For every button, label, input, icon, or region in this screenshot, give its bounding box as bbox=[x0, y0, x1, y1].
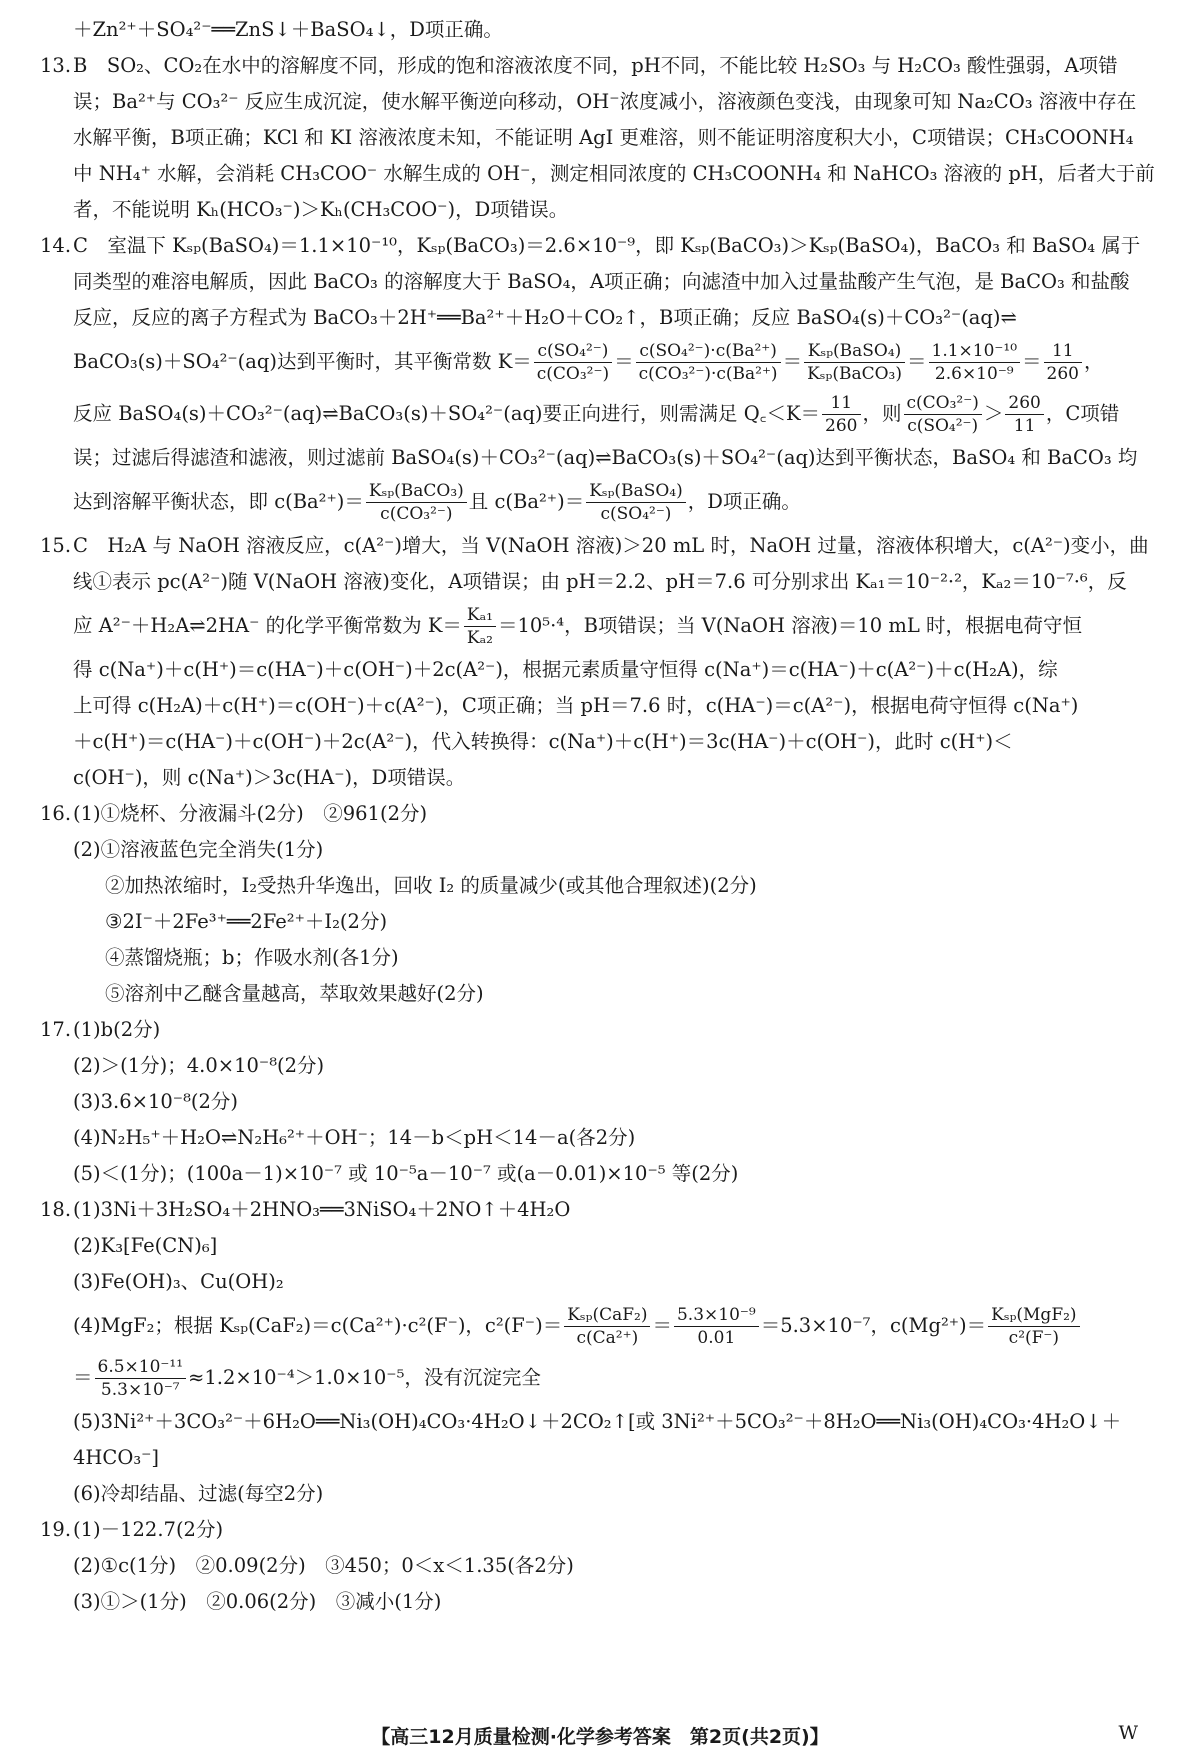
question-number: 19. bbox=[40, 1518, 72, 1541]
answer-13 bbox=[40, 48, 1160, 228]
ksp-result-line bbox=[40, 1352, 1160, 1404]
ksp-calculation-line: (4)MgF₂；根据 Kₛₚ(CaF₂)＝c(Ca²⁺)·c²(F⁻)，c²(F⁻)＝ $\frac{\text{Kₛₚ(CaF₂)}}{\text{c(Ca²⁺)}}$ ＝ $\frac{\text{5.3×10⁻⁹}}{0.01}$ ＝5.3×10⁻⁷，c(Mg²⁺)＝ $\frac{\text{Kₛₚ(MgF₂)}}{\text{c²(F⁻)}}$ bbox=[40, 1300, 1160, 1352]
text-line: 者，不能说明 Kₕ(HCO₃⁻)＞Kₕ(CH₃COO⁻)，D项错误。 bbox=[73, 198, 569, 221]
text-line: (3)3.6×10⁻⁸(2分) bbox=[73, 1090, 239, 1113]
question-number: 13. bbox=[40, 54, 72, 77]
text-line: (1)3Ni＋3H₂SO₄＋2HNO₃══3NiSO₄＋2NO↑＋4H₂O bbox=[73, 1198, 571, 1221]
fraction bbox=[988, 1304, 1079, 1349]
text-span: ，D项正确。 bbox=[687, 490, 801, 513]
question-number: 18. bbox=[40, 1198, 72, 1221]
text-span: 应 A²⁻＋H₂A⇌2HA⁻ 的化学平衡常数为 K＝ bbox=[73, 614, 462, 637]
text-line: 误；Ba²⁺与 CO₃²⁻ 反应生成沉淀，使水解平衡逆向移动，OH⁻浓度减小，溶液颜色变浅，由现象可知 Na₂CO₃ 溶液中存在 bbox=[73, 90, 1137, 113]
fraction bbox=[822, 392, 860, 437]
text-line: ④蒸馏烧瓶；b；作吸水剂(各1分) bbox=[105, 946, 399, 969]
denominator: Kₛₚ(BaCO₃) bbox=[807, 364, 902, 384]
fraction bbox=[464, 604, 496, 649]
text-line: 反应，反应的离子方程式为 BaCO₃＋2H⁺══Ba²⁺＋H₂O＋CO₂↑，B项正确；反应 BaSO₄(s)＋CO₃²⁻(aq)⇌ bbox=[73, 306, 1017, 329]
text-line: 水解平衡，B项正确；KCl 和 KI 溶液浓度未知，不能证明 AgI 更难溶，则不能证明溶度积大小，C项错误；CH₃COONH₄ bbox=[73, 126, 1134, 149]
text-span: 达到溶解平衡状态，即 c(Ba²⁺)＝ bbox=[73, 490, 364, 513]
numerator: c(SO₄²⁻) bbox=[534, 340, 612, 363]
numerator: 11 bbox=[1044, 340, 1082, 363]
denominator: 2.6×10⁻⁹ bbox=[934, 364, 1014, 384]
text-span: ≈1.2×10⁻⁴＞1.0×10⁻⁵，没有沉淀完全 bbox=[188, 1366, 541, 1389]
denominator: c(CO₃²⁻) bbox=[380, 504, 453, 524]
text-line: (2)①溶液蓝色完全消失(1分) bbox=[73, 838, 324, 861]
text-span: ＝ bbox=[73, 1366, 93, 1389]
fraction bbox=[904, 392, 982, 437]
text-span: ，C项错 bbox=[1045, 402, 1120, 425]
fraction bbox=[564, 1304, 650, 1349]
text-span: ，则 bbox=[862, 402, 902, 425]
numerator: c(CO₃²⁻) bbox=[904, 392, 982, 415]
fraction bbox=[674, 1304, 759, 1349]
text-line: (4)N₂H₅⁺＋H₂O⇌N₂H₆²⁺＋OH⁻；14－b＜pH＜14－a(各2分) bbox=[73, 1126, 636, 1149]
text-line: 同类型的难溶电解质，因此 BaCO₃ 的溶解度大于 BaSO₄，A项正确；向滤渣中加入过量盐酸产生气泡，是 BaCO₃ 和盐酸 bbox=[73, 270, 1130, 293]
denominator: c²(F⁻) bbox=[1008, 1328, 1060, 1348]
denominator: 5.3×10⁻⁷ bbox=[100, 1380, 180, 1400]
denominator: c(SO₄²⁻) bbox=[907, 416, 979, 436]
text-line: (5)＜(1分)；(100a－1)×10⁻⁷ 或 10⁻⁵a－10⁻⁷ 或(a－0.01)×10⁻⁵ 等(2分) bbox=[73, 1162, 739, 1185]
text-line: (2)＞(1分)；4.0×10⁻⁸(2分) bbox=[73, 1054, 325, 1077]
numerator: 6.5×10⁻¹¹ bbox=[95, 1356, 187, 1379]
denominator: c(CO₃²⁻) bbox=[536, 364, 610, 384]
page-footer: 【高三12月质量检测·化学参考答案 第2页(共2页)】 bbox=[371, 1726, 829, 1748]
text-line: ②加热浓缩时，I₂受热升华逸出，回收 I₂ 的质量减少(或其他合理叙述)(2分) bbox=[105, 874, 757, 897]
carryover-line: ＋Zn²⁺＋SO₄²⁻══ZnS↓＋BaSO₄↓，D项正确。 bbox=[73, 18, 503, 41]
text-line: 得 c(Na⁺)＋c(H⁺)＝c(HA⁻)＋c(OH⁻)＋2c(A²⁻)，根据元素质量守恒得 c(Na⁺)＝c(HA⁻)＋c(A²⁻)＋c(H₂A)，综 bbox=[73, 658, 1058, 681]
fraction bbox=[1044, 340, 1082, 385]
text-line: (5)3Ni²⁺＋3CO₃²⁻＋6H₂O══Ni₃(OH)₄CO₃·4H₂O↓＋2CO₂↑[或 3Ni²⁺＋5CO₃²⁻＋8H₂O══Ni₃(OH)₄CO₃·4H₂O↓＋ bbox=[73, 1410, 1122, 1433]
text-line: (2)①c(1分) ②0.09(2分) ③450；0＜x＜1.35(各2分) bbox=[73, 1554, 574, 1577]
numerator: Kₛₚ(CaF₂) bbox=[564, 1304, 650, 1327]
answer-17 bbox=[40, 1012, 1160, 1192]
text-line: (1)－122.7(2分) bbox=[73, 1518, 224, 1541]
denominator: c(Ca²⁺) bbox=[576, 1328, 639, 1348]
text-span: ＝10⁵·⁴，B项错误；当 V(NaOH 溶液)＝10 mL 时，根据电荷守恒 bbox=[497, 614, 1082, 637]
text-line: (1)b(2分) bbox=[73, 1018, 161, 1041]
text-line: C H₂A 与 NaOH 溶液反应，c(A²⁻)增大，当 V(NaOH 溶液)＞20 mL 时，NaOH 过量，溶液体积增大，c(A²⁻)变小，曲 bbox=[73, 534, 1149, 557]
numerator: Kₐ₁ bbox=[464, 604, 496, 627]
denominator: 0.01 bbox=[697, 1328, 736, 1348]
text-line: 4HCO₃⁻] bbox=[73, 1446, 160, 1469]
equilibrium-constant-line bbox=[40, 600, 1160, 652]
text-line: ⑤溶剂中乙醚含量越高，萃取效果越好(2分) bbox=[105, 982, 484, 1005]
fraction bbox=[534, 340, 612, 385]
numerator: Kₛₚ(MgF₂) bbox=[988, 1304, 1079, 1327]
text-line: c(OH⁻)，则 c(Na⁺)＞3c(HA⁻)，D项错误。 bbox=[73, 766, 466, 789]
text-line: ③2I⁻＋2Fe³⁺══2Fe²⁺＋I₂(2分) bbox=[105, 910, 388, 933]
numerator: 11 bbox=[822, 392, 860, 415]
numerator: 1.1×10⁻¹⁰ bbox=[929, 340, 1021, 363]
text-line: 误；过滤后得滤渣和滤液，则过滤前 BaSO₄(s)＋CO₃²⁻(aq)⇌BaCO₃(s)＋SO₄²⁻(aq)达到平衡状态，BaSO₄ 和 BaCO₃ 均 bbox=[73, 446, 1138, 469]
reaction-quotient-line: 反应 BaSO₄(s)＋CO₃²⁻(aq)⇌BaCO₃(s)＋SO₄²⁻(aq)要正向进行，则需满足 Q꜀＜K＝ $\frac{11}{260}$ ，则 $\frac{\text{c(CO₃²⁻)}}{\text{c(SO₄²⁻)}}$ ＞ $\frac{260}{11}$ ，C项错 bbox=[73, 393, 1120, 436]
question-number: 16. bbox=[40, 802, 72, 825]
numerator: c(SO₄²⁻)·c(Ba²⁺) bbox=[636, 340, 781, 363]
text-line: (2)K₃[Fe(CN)₆] bbox=[73, 1234, 218, 1257]
denominator: c(SO₄²⁻) bbox=[600, 504, 672, 524]
denominator: 260 bbox=[825, 416, 858, 436]
numerator: 5.3×10⁻⁹ bbox=[674, 1304, 759, 1327]
answer-18 bbox=[40, 1192, 1160, 1512]
fraction bbox=[586, 480, 686, 525]
equilibrium-constant-line: BaCO₃(s)＋SO₄²⁻(aq)达到平衡时，其平衡常数 K＝ $\frac{\text{c(SO₄²⁻)}}{\text{c(CO₃²⁻)}}$ ＝ $\frac{\text{c(SO₄²⁻)·c(Ba²⁺)}}{\text{c(CO₃²⁻)·c(Ba²⁺)}}$ ＝ $\frac{\text{Kₛₚ(BaSO₄)}}{\text{Kₛₚ(BaCO₃)}}$ ＝ $\frac{\text{1.1×10⁻¹⁰}}{\text{2.6×10⁻⁹}}$ ＝ $\frac{11}{260}$ ， bbox=[73, 341, 1104, 384]
text-line: (3)①＞(1分) ②0.06(2分) ③减小(1分) bbox=[73, 1590, 442, 1613]
fraction bbox=[804, 340, 905, 385]
answer-16 bbox=[40, 796, 1160, 1012]
numerator: 260 bbox=[1005, 392, 1043, 415]
fraction bbox=[1005, 392, 1043, 437]
text-line: ＋c(H⁺)＝c(HA⁻)＋c(OH⁻)＋2c(A²⁻)，代入转换得：c(Na⁺)＋c(H⁺)＝3c(HA⁻)＋c(OH⁻)，此时 c(H⁺)＜ bbox=[73, 730, 1013, 753]
question-number: 14. bbox=[40, 234, 72, 257]
text-line: (6)冷却结晶、过滤(每空2分) bbox=[73, 1482, 324, 1505]
denominator: Kₐ₂ bbox=[466, 628, 493, 648]
answer-14 bbox=[40, 228, 1160, 528]
fraction bbox=[636, 340, 781, 385]
answer-19 bbox=[40, 1512, 1160, 1620]
answer-15 bbox=[40, 528, 1160, 796]
text-line: (3)Fe(OH)₃、Cu(OH)₂ bbox=[73, 1270, 284, 1293]
question-number: 15. bbox=[40, 534, 72, 557]
text-line: 上可得 c(H₂A)＋c(H⁺)＝c(OH⁻)＋c(A²⁻)，C项正确；当 pH＝7.6 时，c(HA⁻)＝c(A²⁻)，根据电荷守恒得 c(Na⁺) bbox=[73, 694, 1079, 717]
text-span: 且 c(Ba²⁺)＝ bbox=[468, 490, 585, 513]
text-span: ＝5.3×10⁻⁷，c(Mg²⁺)＝ bbox=[760, 1314, 987, 1337]
text-span: 反应 BaSO₄(s)＋CO₃²⁻(aq)⇌BaCO₃(s)＋SO₄²⁻(aq)要正向进行，则需满足 Q꜀＜K＝ bbox=[73, 402, 821, 425]
dissolution-line bbox=[40, 476, 1160, 528]
footer-version-mark: W bbox=[1118, 1722, 1138, 1744]
numerator: Kₛₚ(BaSO₄) bbox=[804, 340, 905, 363]
denominator: 260 bbox=[1046, 364, 1079, 384]
text-line: 线①表示 pc(A²⁻)随 V(NaOH 溶液)变化，A项错误；由 pH＝2.2、pH＝7.6 可分别求出 Kₐ₁＝10⁻²·²，Kₐ₂＝10⁻⁷·⁶，反 bbox=[73, 570, 1127, 593]
text-line: 中 NH₄⁺ 水解，会消耗 CH₃COO⁻ 水解生成的 OH⁻，测定相同浓度的 CH₃COONH₄ 和 NaHCO₃ 溶液的 pH，后者大于前 bbox=[73, 162, 1155, 185]
fraction bbox=[929, 340, 1021, 385]
question-number: 17. bbox=[40, 1018, 72, 1041]
text-line: C 室温下 Kₛₚ(BaSO₄)＝1.1×10⁻¹⁰，Kₛₚ(BaCO₃)＝2.6×10⁻⁹，即 Kₛₚ(BaCO₃)＞Kₛₚ(BaSO₄)，BaCO₃ 和 BaSO₄ 属于 bbox=[73, 234, 1141, 257]
numerator: Kₛₚ(BaSO₄) bbox=[586, 480, 686, 503]
fraction bbox=[366, 480, 467, 525]
text-span: BaCO₃(s)＋SO₄²⁻(aq)达到平衡时，其平衡常数 K＝ bbox=[73, 350, 532, 373]
numerator: Kₛₚ(BaCO₃) bbox=[366, 480, 467, 503]
text-line: B SO₂、CO₂在水中的溶解度不同，形成的饱和溶液浓度不同，pH不同，不能比较 H₂SO₃ 与 H₂CO₃ 酸性强弱，A项错 bbox=[73, 54, 1118, 77]
denominator: 11 bbox=[1013, 416, 1036, 436]
text-span: (4)MgF₂；根据 Kₛₚ(CaF₂)＝c(Ca²⁺)·c²(F⁻)，c²(F⁻)＝ bbox=[73, 1314, 563, 1337]
text-line: (1)①烧杯、分液漏斗(2分) ②961(2分) bbox=[73, 802, 428, 825]
denominator: c(CO₃²⁻)·c(Ba²⁺) bbox=[638, 364, 778, 384]
fraction bbox=[95, 1356, 187, 1401]
